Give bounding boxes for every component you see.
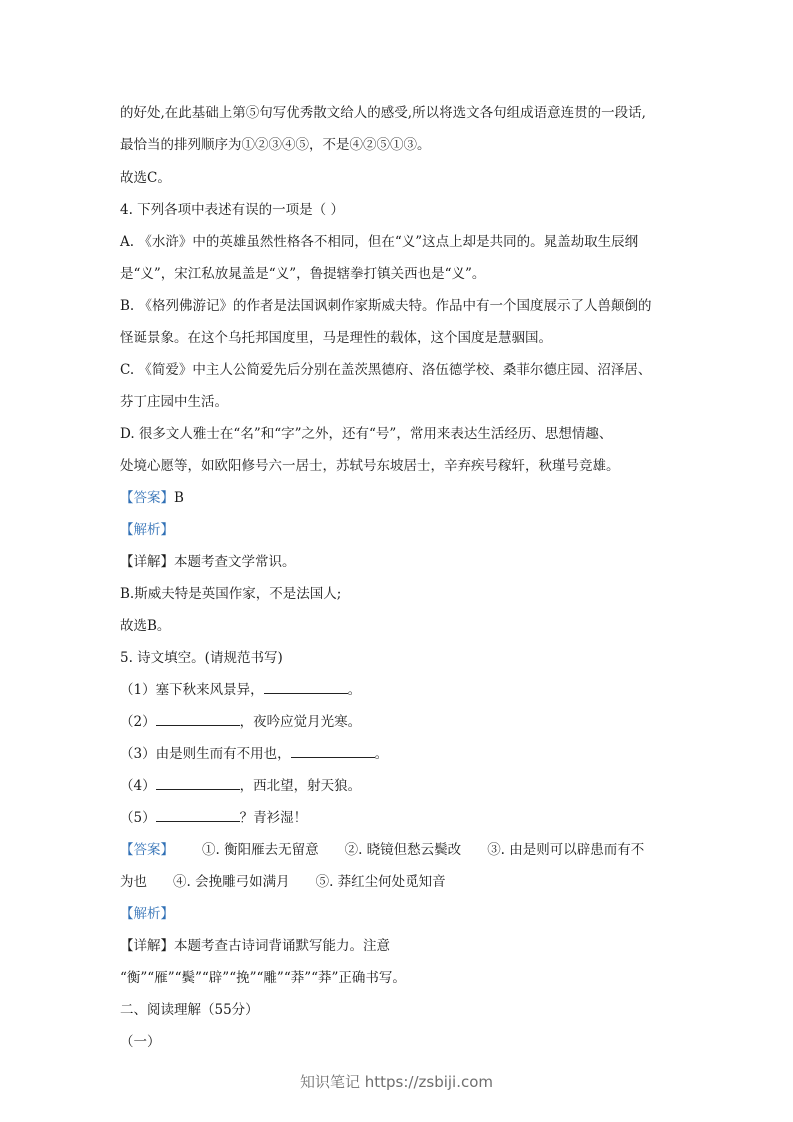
section-title: 二、阅读理解（55分） <box>120 1002 259 1018</box>
answer-blank <box>156 809 240 822</box>
fill-item-post: 。 <box>347 682 362 698</box>
q5-answer-line <box>120 838 644 858</box>
option-c-cont: 芬丁庄园中生活。 <box>120 394 228 410</box>
fill-item-1 <box>120 678 361 698</box>
answer-part: ④. 会挽雕弓如满月 <box>173 874 290 890</box>
answer-line <box>120 486 184 506</box>
fill-item-pre: （4） <box>120 778 156 794</box>
conclusion-line: 故选B。 <box>120 618 171 634</box>
text-line: 故选C。 <box>120 170 171 186</box>
option-d: D. 很多文人雅士在“名”和“字”之外，还有“号”，常用来表达生活经历、思想情趣、 <box>120 426 613 442</box>
fill-item-post: ？青衫湿！ <box>239 810 308 826</box>
fill-item-post: ，夜吟应觉月光寒。 <box>239 714 362 730</box>
fill-item-pre: （2） <box>120 714 156 730</box>
text-line: 最恰当的排列顺序为①②③④⑤，不是④②⑤①③。 <box>120 137 431 153</box>
answer-part: ①. 衡阳雁去无留意 <box>202 842 319 858</box>
fill-item-post: ，西北望，射天狼。 <box>239 778 362 794</box>
option-d-cont: 处境心愿等，如欧阳修号六一居士，苏轼号东坡居士，辛弃疾号稼轩，秋瑾号竞雄。 <box>120 458 620 474</box>
fill-item-2 <box>120 710 361 730</box>
answer-blank <box>156 777 240 790</box>
answer-part: ⑤. 莽红尘何处觅知音 <box>315 874 446 890</box>
chars-line: “衡”“雁”“鬓”“辟”“挽”“雕”“莽”“莽”正确书写。 <box>120 970 406 986</box>
answer-blank <box>291 745 375 758</box>
detail-line <box>120 550 296 570</box>
text-line: 的好处,在此基础上第⑤句写优秀散文给人的感受,所以将选文各句组成语意连贯的一段话, <box>120 105 646 121</box>
fill-item-post: 。 <box>374 746 389 762</box>
question-5-stem: 5. 诗文填空。(请规范书写) <box>120 650 283 666</box>
answer-part: ③. 由是则可以辟患而有不 <box>487 842 645 858</box>
option-a-cont: 是“义”，宋江私放晁盖是“义”，鲁提辖拳打镇关西也是“义”。 <box>120 266 486 282</box>
q5-answer-line-cont <box>120 870 446 890</box>
question-4-stem: 4. 下列各项中表述有误的一项是（ ） <box>120 202 344 218</box>
detail-text: 本题考查文学常识。 <box>174 554 296 570</box>
fill-item-3 <box>120 742 388 762</box>
answer-blank <box>264 681 348 694</box>
analysis-tag: 【解析】 <box>120 522 174 538</box>
fill-item-5 <box>120 806 307 826</box>
answer-value: B <box>174 490 184 506</box>
answer-tag: 【答案】 <box>120 490 174 506</box>
answer-part: 为也 <box>120 874 147 890</box>
fill-item-pre: （5） <box>120 810 156 826</box>
fill-item-pre: （3）由是则生而有不用也， <box>120 746 291 762</box>
subsection-title: （一） <box>120 1034 161 1050</box>
option-b-cont: 怪诞景象。在这个乌托邦国度里，马是理性的载体，这个国度是慧骃国。 <box>120 330 552 346</box>
fill-item-4 <box>120 774 361 794</box>
answer-part: ②. 晓镜但愁云鬓改 <box>344 842 462 858</box>
answer-blank <box>156 713 240 726</box>
answer-tag: 【答案】 <box>120 842 174 858</box>
detail-tag: 【详解】 <box>120 938 174 954</box>
detail-line <box>120 934 390 954</box>
detail-tag: 【详解】 <box>120 554 174 570</box>
detail-text: 本题考查古诗词背诵默写能力。注意 <box>174 938 390 954</box>
analysis-tag: 【解析】 <box>120 906 174 922</box>
note-line: B.斯威夫特是英国作家，不是法国人; <box>120 586 342 602</box>
option-c: C. 《简爱》中主人公简爱先后分别在盖茨黑德府、洛伍德学校、桑菲尔德庄园、沼泽居、 <box>120 362 652 378</box>
fill-item-pre: （1）塞下秋来风景异， <box>120 682 264 698</box>
footer-watermark: 知识笔记 https://zsbiji.com <box>299 1073 494 1091</box>
option-a: A. 《水浒》中的英雄虽然性格各不相同，但在“义”这点上却是共同的。晁盖劫取生辰纲 <box>120 234 639 250</box>
option-b: B. 《格列佛游记》的作者是法国讽刺作家斯威夫特。作品中有一个国度展示了人兽颠倒的 <box>120 298 652 314</box>
